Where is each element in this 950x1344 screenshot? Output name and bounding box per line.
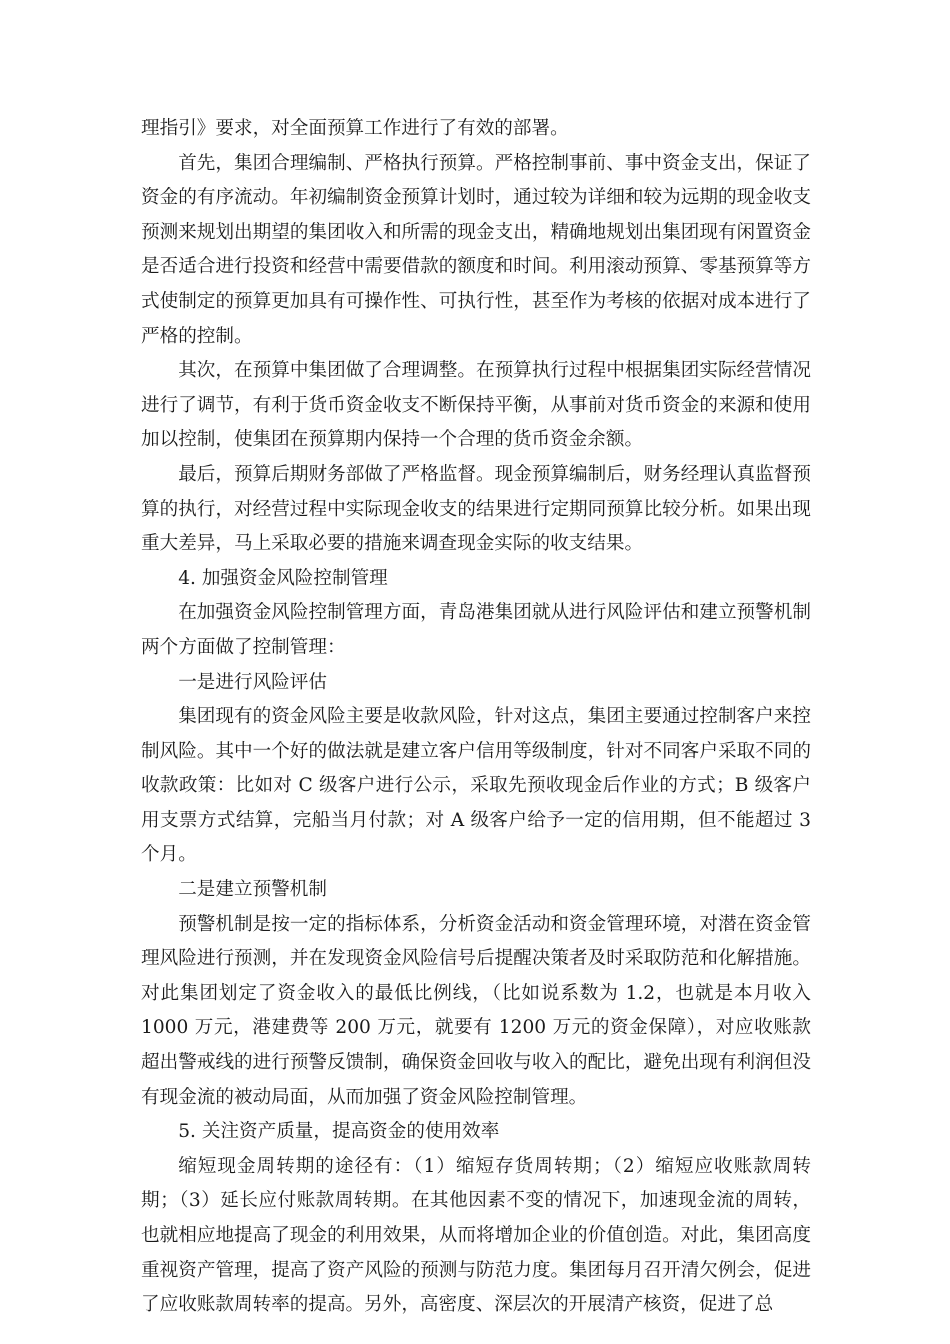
paragraph-budget-last: 最后，预算后期财务部做了严格监督。现金预算编制后，财务经理认真监督预算的执行，对经营过程中实际现金收支的结果进行定期同预算比较分析。如果出现重大差异，马上采取必要的措施来调查现金实际的收支结果。 xyxy=(141,463,811,555)
paragraph-warning-mechanism: 预警机制是按一定的指标体系，分析资金活动和资金管理环境，对潜在资金管理风险进行预测，并在发现资金风险信号后提醒决策者及时采取防范和化解措施。对此集团划定了资金收入的最低比例线，（比如说系数为 1.2，也就是本月收入 1000 万元，港建费等 200 万元，就要有 1200 万元的资金保障），对应收账款超出警戒线的进行预警反馈制，确保资金回收与收入的配比，避免出现有利润但没有现金流的被动局面，从而加强了资金风险控制管理。 xyxy=(141,913,811,1108)
subheading-warning-mechanism: 二是建立预警机制 xyxy=(178,879,327,901)
paragraph-cash-cycle: 缩短现金周转期的途径有：（1）缩短存货周转期；（2）缩短应收账款周转期；（3）延长应付账款周转期。在其他因素不变的情况下，加速现金流的周转，也就相应地提高了现金的利用效果，从而将增加企业的价值创造。对此，集团高度重视资产管理，提高了资产风险的预测与防范力度。集团每月召开清欠例会，促进了应收账款周转率的提高。另外，高密度、深层次的开展清产核资，促进了总 xyxy=(141,1155,811,1316)
paragraph-budget-first: 首先，集团合理编制、严格执行预算。严格控制事前、事中资金支出，保证了资金的有序流动。年初编制资金预算计划时，通过较为详细和较为远期的现金收支预测来规划出期望的集团收入和所需的现金支出，精确地规划出集团现有闲置资金是否适合进行投资和经营中需要借款的额度和时间。利用滚动预算、零基预算等方式使制定的预算更加具有可操作性、可执行性，甚至作为考核的依据对成本进行了严格的控制。 xyxy=(141,152,811,347)
paragraph-risk-intro: 在加强资金风险控制管理方面，青岛港集团就从进行风险评估和建立预警机制两个方面做了控制管理： xyxy=(141,602,811,658)
subheading-risk-assessment: 一是进行风险评估 xyxy=(178,671,327,693)
section-heading-4: 4. 加强资金风险控制管理 xyxy=(178,567,388,589)
paragraph-continuation: 理指引》要求，对全面预算工作进行了有效的部署。 xyxy=(141,118,569,139)
paragraph-budget-second: 其次，在预算中集团做了合理调整。在预算执行过程中根据集团实际经营情况进行了调节，有利于货币资金收支不断保持平衡，从事前对货币资金的来源和使用加以控制，使集团在预算期内保持一个合理的货币资金余额。 xyxy=(141,360,811,451)
document-body xyxy=(141,112,811,1323)
section-heading-5: 5. 关注资产质量，提高资金的使用效率 xyxy=(178,1121,500,1143)
paragraph-risk-assessment: 集团现有的资金风险主要是收款风险，针对这点，集团主要通过控制客户来控制风险。其中一个好的做法就是建立客户信用等级制度，针对不同客户采取不同的收款政策：比如对 C 级客户进行公示，采取先预收现金后作业的方式；B 级客户用支票方式结算，完船当月付款；对 A 级客户给予一定的信用期，但不能超过 3 个月。 xyxy=(141,706,811,866)
